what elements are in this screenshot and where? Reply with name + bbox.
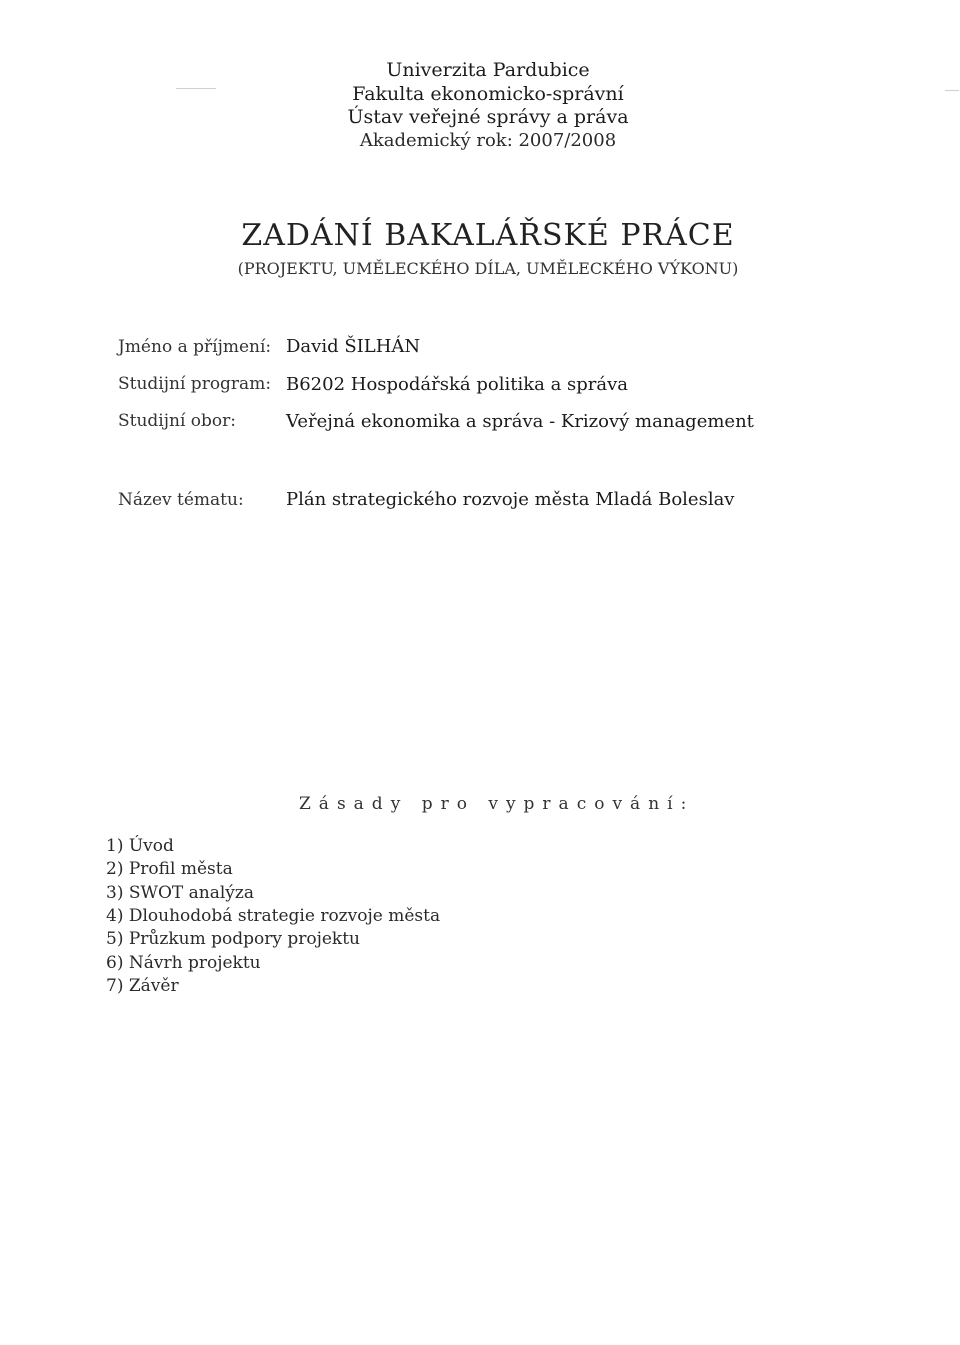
topic-label: Název tématu: xyxy=(118,490,244,510)
name-label: Jméno a příjmení: xyxy=(118,337,272,357)
document-title: ZADÁNÍ BAKALÁŘSKÉ PRÁCE xyxy=(241,218,735,253)
study-program: B6202 Hospodářská politika a správa xyxy=(286,374,629,395)
scan-speck xyxy=(945,90,959,91)
principles-heading: Zásady pro vypracování: xyxy=(299,794,695,814)
list-item: 7) Závěr xyxy=(106,976,179,996)
list-item: 4) Dlouhodobá strategie rozvoje města xyxy=(106,906,441,926)
field-label: Studijní obor: xyxy=(118,411,237,431)
university-name: Univerzita Pardubice xyxy=(386,59,590,81)
list-item: 2) Profil města xyxy=(106,859,233,879)
scan-speck xyxy=(176,88,216,89)
faculty-name: Fakulta ekonomicko-správní xyxy=(352,83,624,105)
document-subtitle: (PROJEKTU, UMĚLECKÉHO DÍLA, UMĚLECKÉHO VÝKONU) xyxy=(237,259,739,278)
list-item: 6) Návrh projektu xyxy=(106,953,261,973)
academic-year: Akademický rok: 2007/2008 xyxy=(359,130,617,151)
topic-title: Plán strategického rozvoje města Mladá Boleslav xyxy=(286,489,735,510)
program-label: Studijní program: xyxy=(118,374,272,394)
list-item: 3) SWOT analýza xyxy=(106,883,255,903)
list-item: 5) Průzkum podpory projektu xyxy=(106,929,361,949)
study-field: Veřejná ekonomika a správa - Krizový management xyxy=(286,411,754,432)
student-name: David ŠILHÁN xyxy=(286,336,421,357)
institute-name: Ústav veřejné správy a práva xyxy=(347,106,629,128)
list-item: 1) Úvod xyxy=(106,836,174,856)
